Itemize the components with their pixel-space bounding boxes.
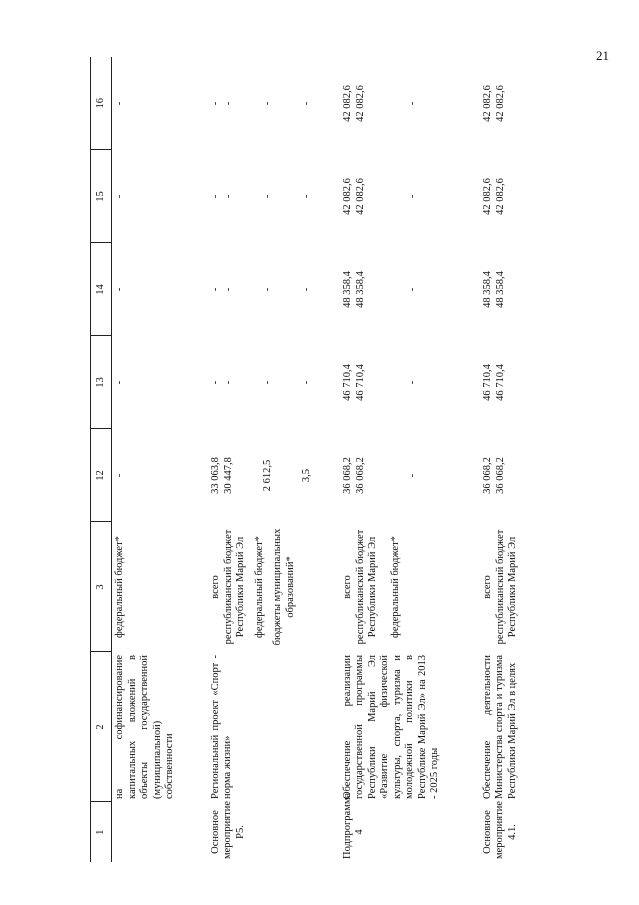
column-header: 12 (91, 429, 112, 522)
funding-source-label: республиканский бюджет Республики Марий Эл (354, 529, 378, 645)
cell-value: 42 082,6 (481, 178, 493, 215)
cell-value: - (114, 194, 125, 199)
cell-value: - (300, 194, 312, 199)
year-values (208, 429, 340, 522)
year-values (340, 336, 480, 429)
cell-value: 36 068,2 (354, 457, 366, 494)
cell-value: 42 082,6 (354, 85, 366, 122)
cell-value: - (406, 380, 418, 385)
year-values (480, 336, 550, 429)
year-values (208, 336, 340, 429)
row-name: Обеспечение реализации государственной программы Республики Марий Эл «Развитие физической культуры, спорта, туризма и молодежной политики в Республике Марий Эл» на 2013 - 2025 годы (341, 655, 440, 799)
funding-source-label: всего (481, 575, 493, 599)
cell-value: - (300, 287, 312, 292)
cell-value: 33 063,8 (209, 457, 221, 494)
cell-value: 48 358,4 (481, 271, 493, 308)
funding-sources (480, 522, 550, 652)
cell-value: - (261, 380, 273, 385)
funding-source-label: республиканский бюджет Республики Марий Эл (222, 529, 246, 645)
row-name: Региональный проект «Спорт - норма жизни» (209, 655, 233, 799)
cell-value: 48 358,4 (354, 271, 366, 308)
cell-value: - (261, 287, 273, 292)
column-header: 14 (91, 243, 112, 336)
year-values (112, 336, 208, 429)
column-header: 2 (91, 652, 112, 802)
budget-table (90, 57, 550, 862)
cell-value: - (406, 473, 418, 478)
cell-value: 46 710,4 (494, 364, 506, 401)
funding-source-label: федеральный бюджет* (389, 536, 401, 638)
funding-sources (208, 522, 340, 652)
cell-value: 48 358,4 (341, 271, 353, 308)
cell-value: - (222, 101, 234, 106)
cell-value: 46 710,4 (354, 364, 366, 401)
year-values (480, 429, 550, 522)
cell-value: - (406, 101, 418, 106)
cell-value: - (406, 287, 418, 292)
row-code: Основное мероприятие 4.1. (481, 801, 518, 859)
cell-value: 42 082,6 (481, 85, 493, 122)
cell-value: - (114, 380, 125, 385)
year-values (480, 243, 550, 336)
cell-value: - (300, 380, 312, 385)
year-values (480, 150, 550, 243)
column-header: 13 (91, 336, 112, 429)
cell-value: - (209, 380, 221, 385)
year-values (480, 57, 550, 150)
header-row (91, 57, 112, 862)
cell-value: - (222, 380, 234, 385)
cell-value: 36 068,2 (494, 457, 506, 494)
funding-sources (112, 522, 208, 652)
cell-value: 36 068,2 (341, 457, 353, 494)
page-number: 21 (596, 48, 609, 63)
row-code (112, 802, 208, 862)
cell-value: 46 710,4 (341, 364, 353, 401)
year-values (112, 57, 208, 150)
cell-value: 42 082,6 (494, 178, 506, 215)
funding-source-label: бюджеты муниципальных образований* (272, 528, 296, 646)
funding-source-label: федеральный бюджет* (114, 536, 125, 638)
funding-source-label: федеральный бюджет* (253, 536, 265, 638)
cell-value: - (114, 287, 125, 292)
cell-value: 42 082,6 (341, 85, 353, 122)
table-row (208, 57, 340, 862)
cell-value: - (114, 473, 125, 478)
year-values (112, 243, 208, 336)
row-code: Подпрограмма 4 (341, 792, 365, 859)
cell-value: 48 358,4 (494, 271, 506, 308)
year-values (208, 150, 340, 243)
cell-value: - (209, 287, 221, 292)
cell-value: - (261, 194, 273, 199)
year-values (112, 429, 208, 522)
year-values (208, 57, 340, 150)
cell-value: 42 082,6 (494, 85, 506, 122)
funding-source-label: республиканский бюджет Республики Марий Эл (494, 529, 518, 645)
cell-value: - (222, 194, 234, 199)
column-header: 15 (91, 150, 112, 243)
row-name: Обеспечение деятельности Министерства спорта и туризма Республики Марий Эл в целях (481, 655, 518, 799)
row-code: Основное мероприятие Р5. (209, 801, 246, 859)
year-values (340, 150, 480, 243)
cell-value: 42 082,6 (341, 178, 353, 215)
cell-value: 36 068,2 (481, 457, 493, 494)
cell-value: - (209, 101, 221, 106)
column-header: 16 (91, 57, 112, 150)
year-values (340, 429, 480, 522)
funding-source-label: всего (209, 575, 221, 599)
cell-value: 42 082,6 (354, 178, 366, 215)
funding-source-label: всего (341, 575, 353, 599)
cell-value: - (406, 194, 418, 199)
column-header: 1 (91, 802, 112, 862)
year-values (340, 243, 480, 336)
row-name: на софинансирование капитальных вложений в объекты государственной (муниципальной) собственности (114, 655, 175, 799)
cell-value: 46 710,4 (481, 364, 493, 401)
year-values (340, 57, 480, 150)
cell-value: - (300, 101, 312, 106)
table-row (340, 57, 480, 862)
rotated-table-container (90, 57, 630, 862)
cell-value: - (261, 101, 273, 106)
cell-value: - (209, 194, 221, 199)
column-header: 3 (91, 522, 112, 652)
table-row (112, 57, 208, 862)
cell-value: - (222, 287, 234, 292)
cell-value: 30 447,8 (222, 457, 234, 494)
cell-value: 2 612,5 (261, 459, 273, 492)
table-row (480, 57, 550, 862)
year-values (208, 243, 340, 336)
year-values (112, 150, 208, 243)
cell-value: 3,5 (300, 468, 312, 483)
cell-value: - (114, 101, 125, 106)
funding-sources (340, 522, 480, 652)
